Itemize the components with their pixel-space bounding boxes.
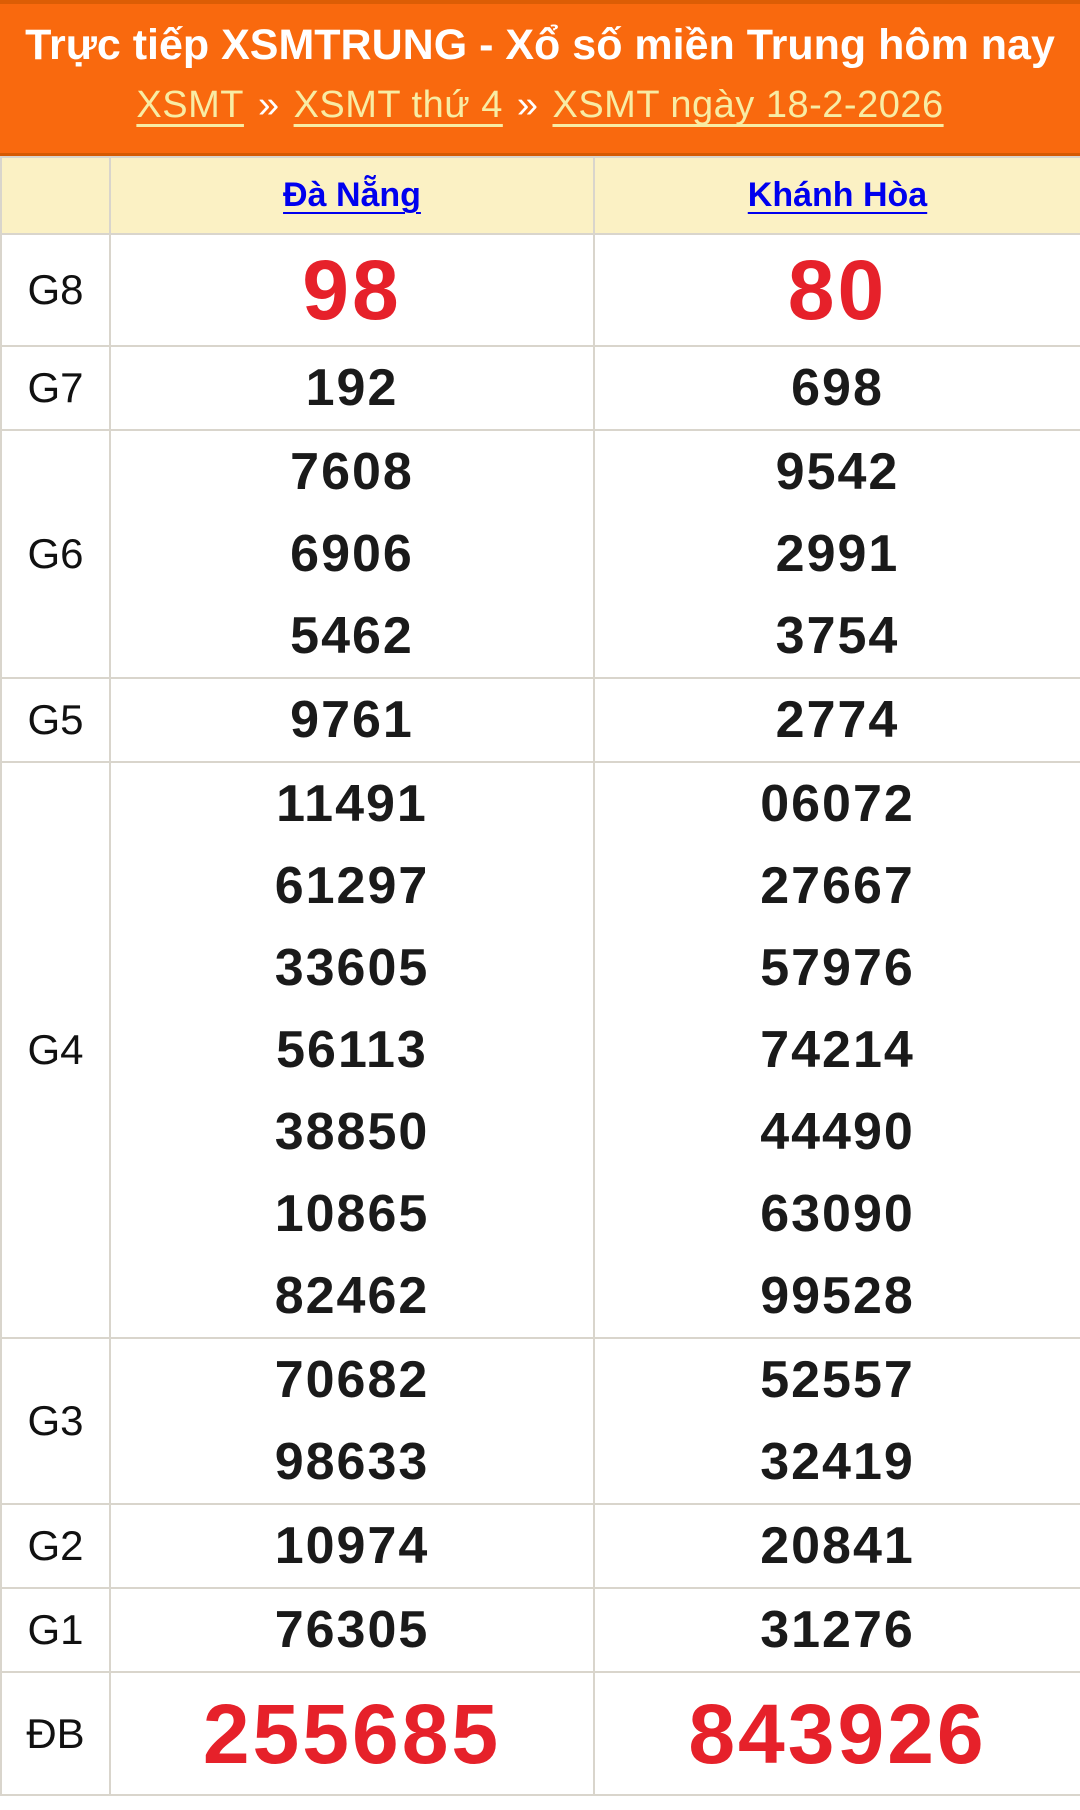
prize-cell-g4-danang [110, 762, 594, 1338]
prize-number: 61297 [274, 857, 430, 916]
breadcrumb [0, 84, 1080, 127]
prize-number: 698 [791, 359, 884, 418]
prize-label-g2: G2 [1, 1504, 110, 1588]
prize-cell-g7-khanhhoa [594, 346, 1080, 430]
prize-cell-g8-khanhhoa [594, 234, 1080, 346]
prize-number: 44490 [760, 1103, 915, 1162]
column-link-da-nang[interactable]: Đà Nẵng [283, 176, 421, 215]
prize-number: 56113 [276, 1021, 428, 1080]
prize-label-g6: G6 [1, 430, 110, 678]
prize-row-g3 [1, 1338, 1080, 1504]
prize-number: 10974 [274, 1517, 430, 1576]
breadcrumb-link-1[interactable]: XSMT thứ 4 [293, 84, 503, 127]
prize-cell-g2-danang [110, 1504, 594, 1588]
prize-number: 27667 [760, 857, 915, 916]
prize-number: 5462 [290, 607, 414, 666]
prize-number: 6906 [290, 525, 414, 584]
header-row [1, 157, 1080, 234]
prize-row-g6 [1, 430, 1080, 678]
prize-label-db: ĐB [1, 1672, 110, 1795]
prize-number: 9761 [290, 691, 414, 750]
prize-number: 98 [302, 243, 402, 338]
column-link-khanh-hoa[interactable]: Khánh Hòa [747, 176, 928, 215]
prize-cell-g8-danang [110, 234, 594, 346]
prize-number: 99528 [760, 1267, 915, 1326]
prize-number: 20841 [760, 1517, 915, 1576]
prize-row-g8 [1, 234, 1080, 346]
column-header-khanh-hoa [594, 157, 1080, 234]
prize-row-g4 [1, 762, 1080, 1338]
breadcrumb-link-0[interactable]: XSMT [136, 84, 244, 127]
prize-cell-g6-khanhhoa [594, 430, 1080, 678]
prize-cell-g5-danang [110, 678, 594, 762]
prize-cell-g3-danang [110, 1338, 594, 1504]
prize-row-g1 [1, 1588, 1080, 1672]
page-title: Trực tiếp XSMTRUNG - Xổ số miền Trung hôm nay [25, 21, 1055, 69]
prize-number: 52557 [760, 1351, 915, 1410]
prize-number: 32419 [760, 1433, 915, 1492]
prize-cell-g4-khanhhoa [594, 762, 1080, 1338]
results-table-body [1, 234, 1080, 1795]
prize-cell-db-khanhhoa [594, 1672, 1080, 1795]
prize-number: 33605 [274, 939, 430, 998]
prize-number: 76305 [274, 1601, 430, 1660]
prize-label-g8: G8 [1, 234, 110, 346]
prize-number: 31276 [760, 1601, 915, 1660]
prize-number: 10865 [274, 1185, 430, 1244]
prize-number: 06072 [760, 775, 915, 834]
prize-label-g4: G4 [1, 762, 110, 1338]
prize-cell-g1-khanhhoa [594, 1588, 1080, 1672]
page-header [0, 0, 1080, 156]
prize-number: 74214 [760, 1021, 915, 1080]
prize-number: 63090 [760, 1185, 915, 1244]
breadcrumb-separator: » [516, 84, 539, 127]
prize-number: 9542 [775, 443, 900, 502]
prize-label-g3: G3 [1, 1338, 110, 1504]
column-header-da-nang [110, 157, 594, 234]
breadcrumb-separator: » [257, 84, 280, 127]
prize-number: 98633 [274, 1433, 430, 1492]
prize-number: 3754 [775, 607, 900, 666]
prize-label-g5: G5 [1, 678, 110, 762]
prize-row-g5 [1, 678, 1080, 762]
prize-cell-db-danang [110, 1672, 594, 1795]
prize-number: 192 [305, 359, 399, 418]
results-table [0, 156, 1080, 1796]
prize-number: 70682 [274, 1351, 430, 1410]
prize-number: 38850 [274, 1103, 430, 1162]
prize-number: 11491 [276, 775, 428, 834]
prize-cell-g7-danang [110, 346, 594, 430]
prize-number: 57976 [760, 939, 915, 998]
corner-cell [1, 157, 110, 234]
prize-cell-g5-khanhhoa [594, 678, 1080, 762]
prize-row-g2 [1, 1504, 1080, 1588]
prize-cell-g1-danang [110, 1588, 594, 1672]
prize-label-g7: G7 [1, 346, 110, 430]
prize-row-g7 [1, 346, 1080, 430]
prize-row-db [1, 1672, 1080, 1795]
prize-cell-g6-danang [110, 430, 594, 678]
prize-number: 82462 [274, 1267, 430, 1326]
prize-number: 843926 [688, 1686, 987, 1781]
prize-number: 2774 [775, 691, 900, 750]
prize-cell-g3-khanhhoa [594, 1338, 1080, 1504]
prize-number: 2991 [775, 525, 900, 584]
prize-number: 80 [787, 243, 888, 338]
prize-number: 7608 [290, 443, 414, 502]
results-table-header [1, 157, 1080, 234]
prize-number: 255685 [202, 1686, 502, 1781]
prize-label-g1: G1 [1, 1588, 110, 1672]
breadcrumb-link-2[interactable]: XSMT ngày 18-2-2026 [552, 84, 944, 127]
prize-cell-g2-khanhhoa [594, 1504, 1080, 1588]
